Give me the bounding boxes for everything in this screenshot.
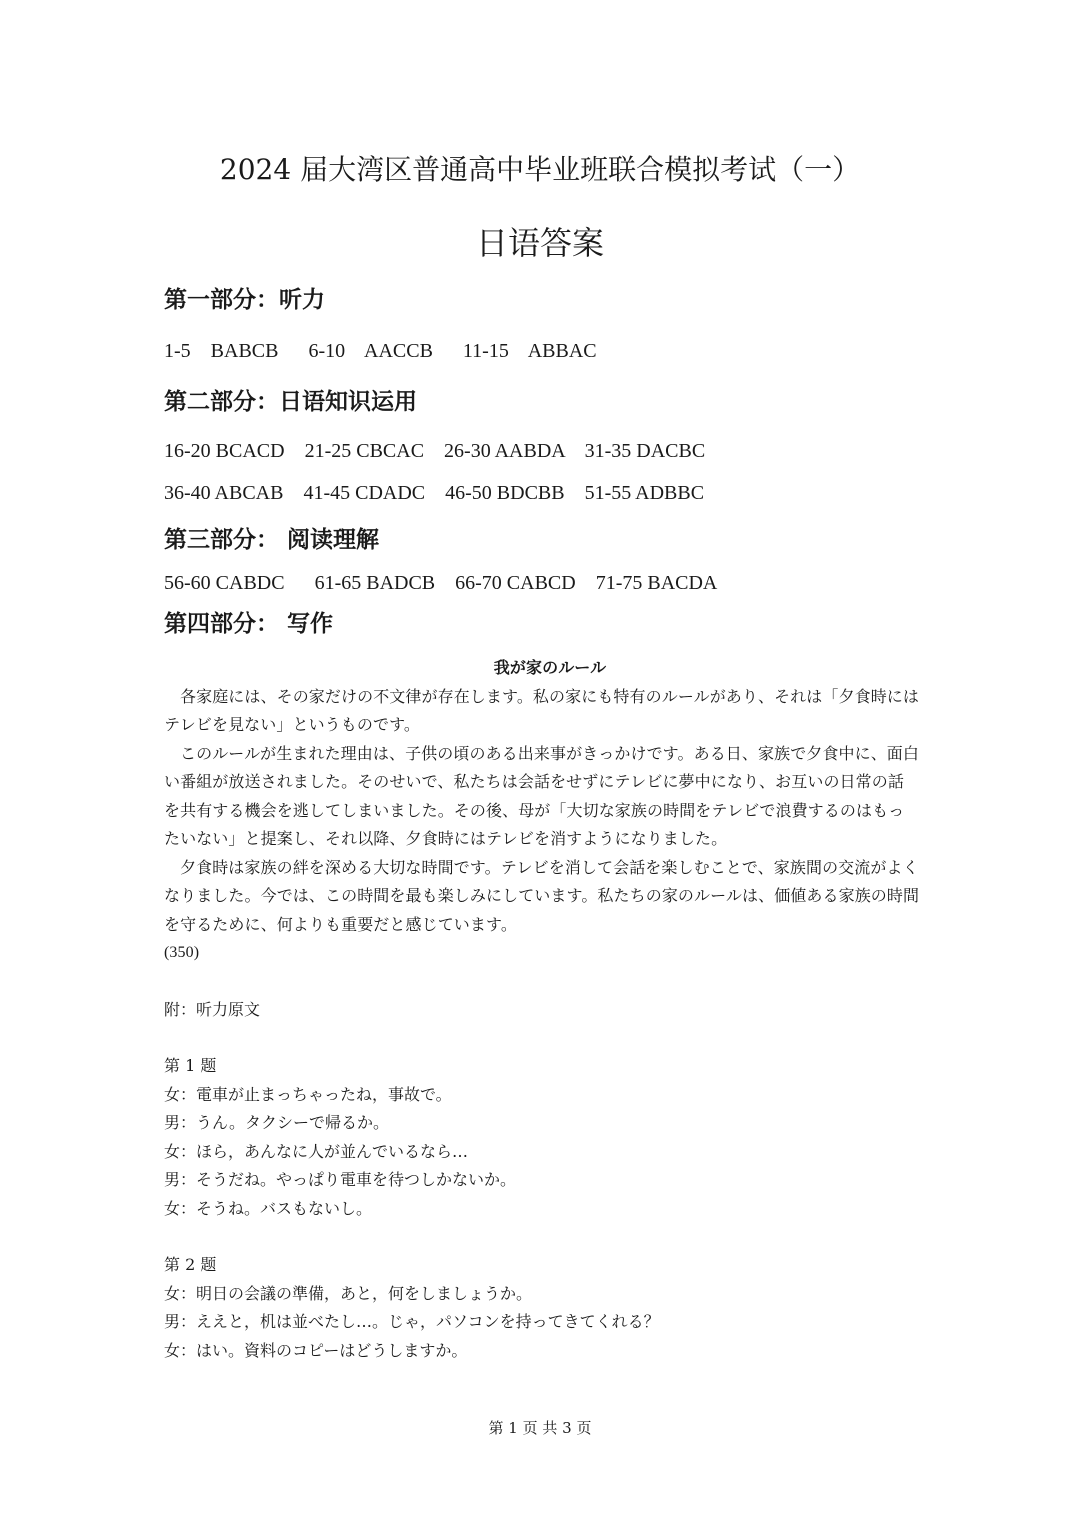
dialogue-line: 女：ほら，あんなに人が並んでいるなら… [164, 1141, 469, 1161]
part3-answers: 56-60 CABDC 61-65 BADCB 66-70 CABCD 71-75 BACDA [164, 572, 718, 594]
essay-title: 我が家のルール [493, 658, 607, 677]
essay-paragraph: 各家庭には、その家だけの不文律が存在します。私の家にも特有のルールがあり、それは「夕食時にはテレビを見ない」というものです。 [164, 686, 920, 734]
dialogue-line: 男：そうだね。やっぱり電車を待つしかないか。 [164, 1170, 517, 1189]
word-count: (350) [164, 944, 200, 961]
part3-heading: 第三部分： 阅读理解 [164, 527, 380, 553]
dialogue-line: 女：そうね。バスもないし。 [164, 1198, 373, 1218]
dialogue-line: 女：はい。資料のコピーはどうしますか。 [164, 1340, 468, 1360]
dialogue-line: 男：ええと，机は並べたし…。じゃ，パソコンを持ってきてくれる？ [164, 1312, 660, 1331]
part1-heading: 第一部分：听力 [164, 287, 325, 313]
essay [164, 654, 920, 968]
question-label: 第 2 题 [164, 1255, 217, 1274]
content [164, 282, 920, 1365]
question-2 [164, 1251, 920, 1365]
question-1 [164, 1052, 920, 1223]
essay-paragraph: 夕食時は家族の絆を深める大切な時間です。テレビを消して会話を楽しむことで、家族間の交流がよくなりました。今では、この時間を最も楽しみにしています。私たちの家のルールは、価値ある家族の時間を守るために、何よりも重要だと感じています。 [164, 857, 920, 934]
part2-answers-row1: 16-20 BCACD 21-25 CBCAC 26-30 AABDA 31-35 DACBC [164, 440, 706, 462]
answer-title: 日语答案 [475, 224, 604, 262]
part4-heading: 第四部分： 写作 [164, 611, 334, 637]
exam-title: 2024 届大湾区普通高中毕业班联合模拟考试（一） [219, 153, 861, 186]
question-label: 第 1 题 [164, 1056, 217, 1075]
part2-answers-row2: 36-40 ABCAB 41-45 CDADC 46-50 BDCBB 51-55 ADBBC [164, 482, 705, 504]
dialogue-line: 女：明日の会議の準備，あと，何をしましょうか。 [164, 1283, 533, 1303]
essay-paragraph: このルールが生まれた理由は、子供の頃のある出来事がきっかけです。ある日、家族で夕食中に、面白い番組が放送されました。そのせいで、私たちは会話をせずにテレビに夢中になり、お互いの日常の話を共有する機会を逃してしまいました。その後、母が「大切な家族の時間をテレビで浪費するのはもったいない」と提案し、それ以降、夕食時にはテレビを消すようになりました。 [164, 743, 920, 848]
dialogue-line: 男：うん。タクシーで帰るか。 [164, 1113, 389, 1132]
appendix-title: 附：听力原文 [164, 999, 261, 1019]
part2-heading: 第二部分：日语知识运用 [164, 389, 417, 415]
dialogue-line: 女：電車が止まっちゃったね，事故で。 [164, 1084, 452, 1104]
part1-answers: 1-5 BABCB 6-10 AACCB 11-15 ABBAC [164, 340, 597, 362]
page-number: 第 1 页 共 3 页 [488, 1419, 592, 1437]
